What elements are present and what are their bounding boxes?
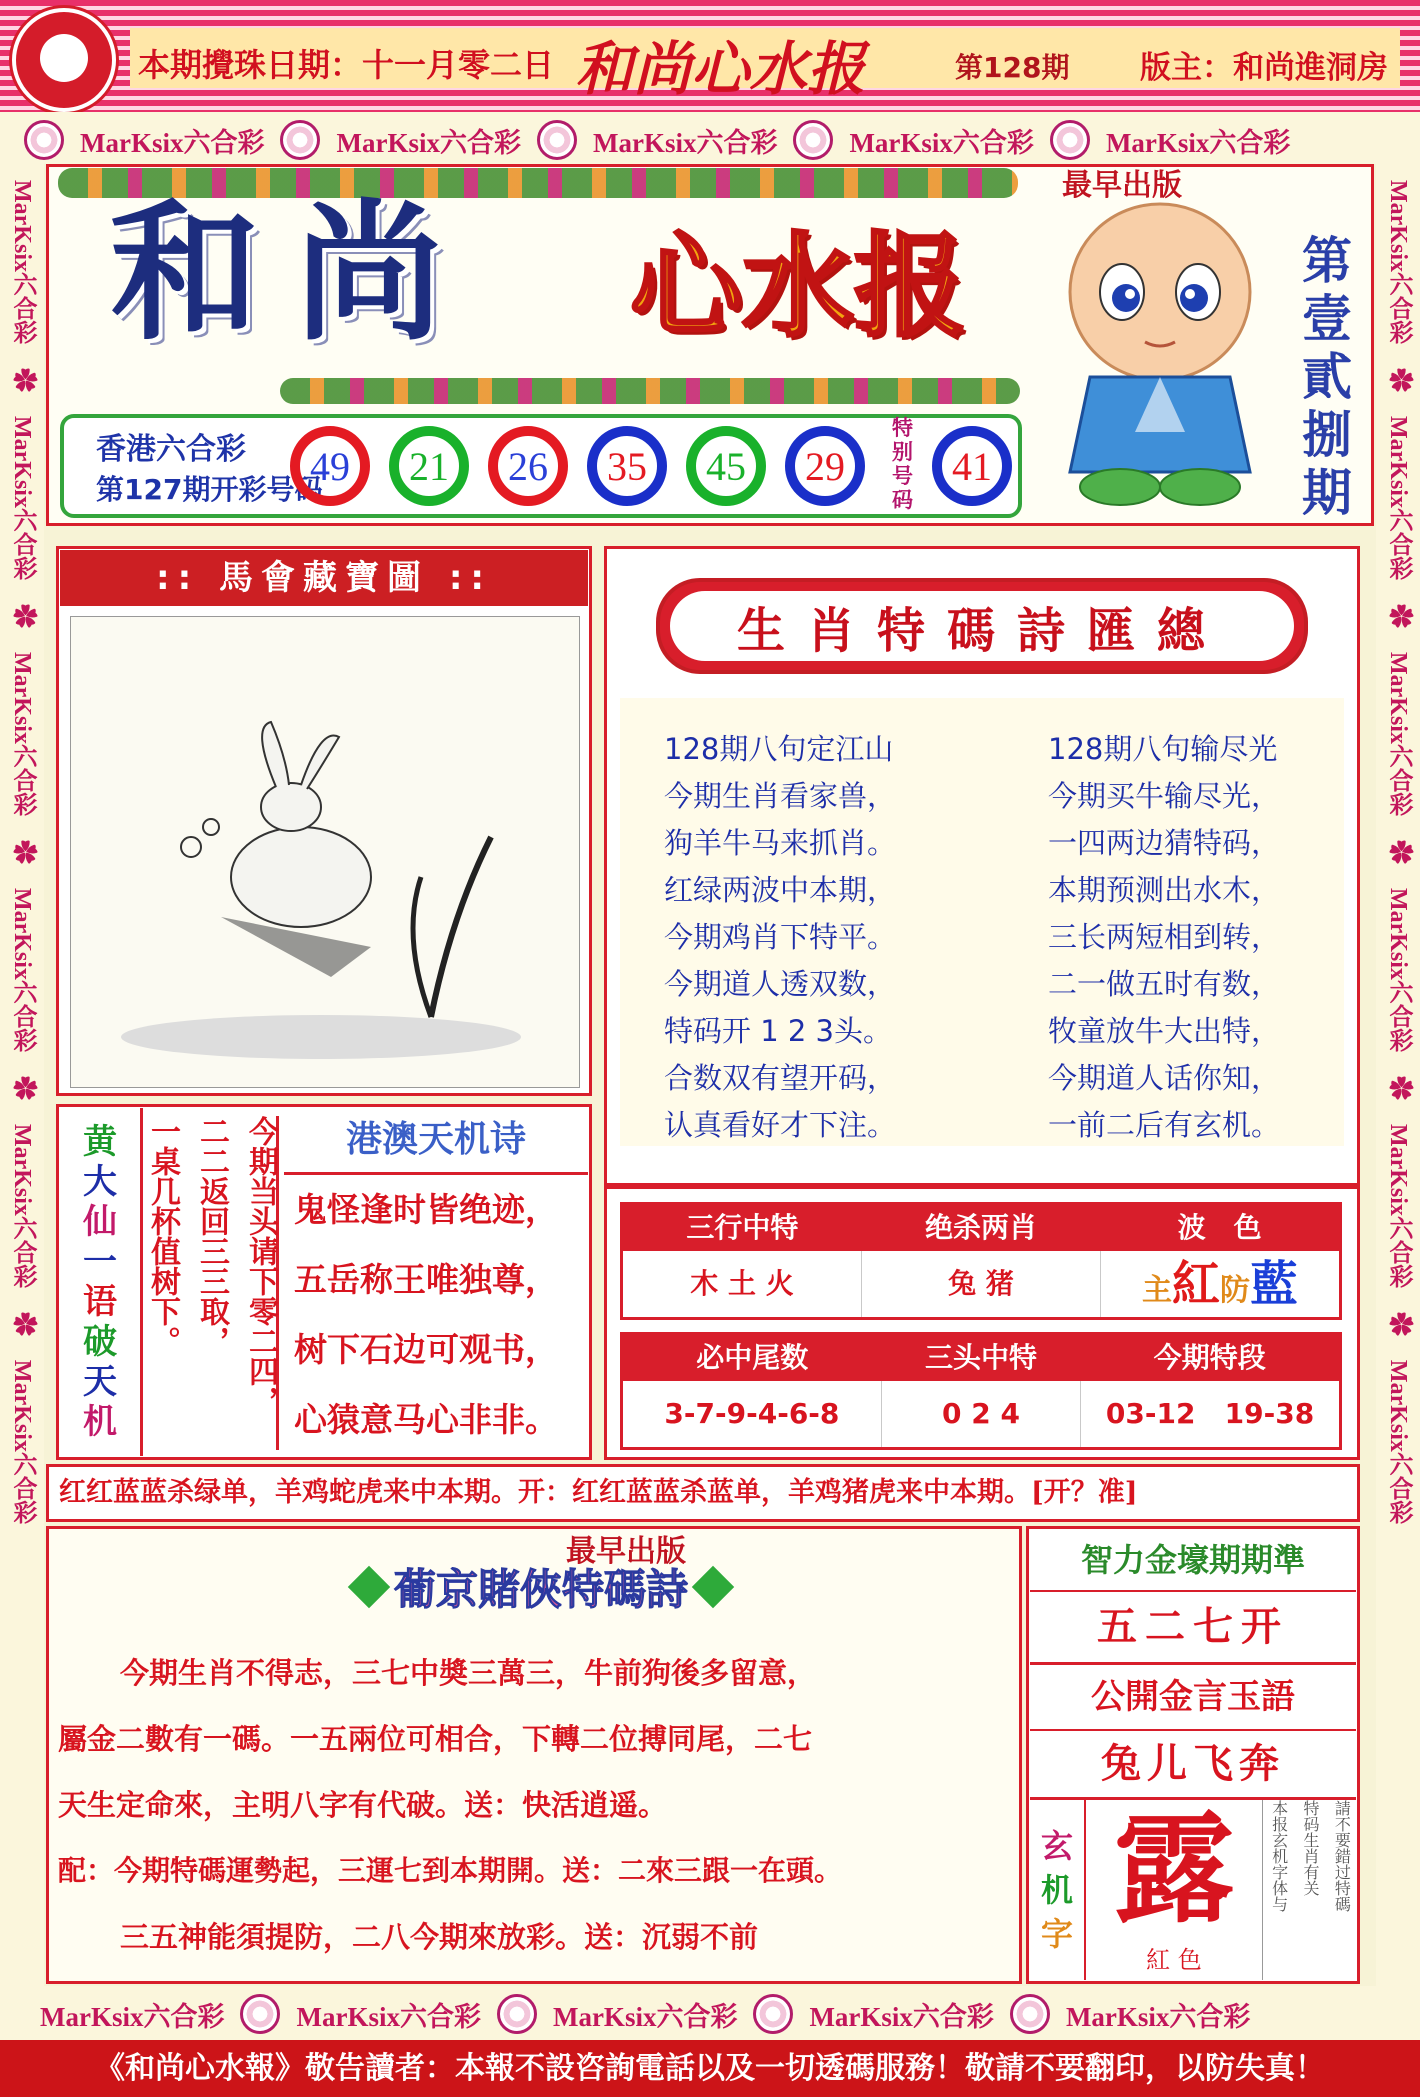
watermark-text: MarKsix六合彩 xyxy=(552,2001,738,2032)
poem-left-line: 今期道人透双数， xyxy=(664,967,897,1001)
huang-char: 一 xyxy=(83,1242,117,1282)
gangao-box xyxy=(284,1108,588,1456)
flower-icon xyxy=(24,120,64,160)
gongkai-value: 兔儿飞奔 xyxy=(1030,1731,1356,1800)
footer-notice: 《和尚心水報》敬告讀者：本報不設咨詢電話以及一切透碼服務！敬請不要翻印，以防失真！ xyxy=(95,2051,1325,2086)
flower-icon xyxy=(793,120,833,160)
table2-value: 3-7-9-4-6-8 xyxy=(623,1381,882,1447)
bottom-line: 三五神能須提防，二八今期來放彩。送：沉弱不前 xyxy=(120,1920,759,1954)
watermark-vertical: MarKsix六合彩 ✿ MarKsix六合彩 ✿ MarKsix六合彩 ✿ MarKsix六合彩 ✿ MarKsix六合彩 ✿ MarKsix六合彩 xyxy=(9,180,35,1524)
poem-left-column xyxy=(664,726,896,1149)
wave-color-value xyxy=(1101,1251,1339,1317)
flower-icon xyxy=(497,1994,537,2034)
flower-icon xyxy=(280,120,320,160)
lottery-name: 香港六合彩 xyxy=(96,432,246,467)
poem-left-line: 今期生肖看家兽， xyxy=(664,779,897,813)
treasure-title: :: 馬會藏寶圖 :: xyxy=(60,550,588,606)
number-ball: 49 xyxy=(290,426,370,506)
poem-left-line: 认真看好才下注。 xyxy=(664,1108,897,1142)
poem-right-line: 128期八句输尽光 xyxy=(1048,732,1278,766)
issue-char: 壹 xyxy=(1302,290,1352,348)
watermark-text: MarKsix六合彩 xyxy=(1065,2001,1251,2032)
huang-col-1: 今期当头请下零二四， xyxy=(243,1116,278,1416)
special-number-ball: 41 xyxy=(932,426,1012,506)
poem-right-line: 今期买牛输尽光， xyxy=(1048,779,1281,813)
bottom-line: 配：今期特碼運勢起，三運七到本期開。送：二來三跟一在頭。 xyxy=(58,1854,843,1887)
huang-char: 机 xyxy=(83,1402,117,1442)
issue-char: 貳 xyxy=(1302,348,1352,406)
number-ball: 45 xyxy=(686,426,766,506)
bottom-title: 葡京賭俠特碼詩 xyxy=(393,1565,688,1614)
huang-vertical-title xyxy=(60,1108,143,1456)
bottom-title-row xyxy=(286,1562,796,1612)
footer-bar xyxy=(0,2040,1420,2097)
table2-header: 今期特段 xyxy=(1153,1341,1266,1374)
earliest-badge: 最早出版 xyxy=(1062,168,1182,203)
xuanji-note: 請不要錯过特碼 xyxy=(1332,1800,1352,1912)
table2-header: 三头中特 xyxy=(925,1341,1038,1374)
huang-col-2: 二二返回三三取， xyxy=(194,1116,229,1356)
special-char: 特 xyxy=(892,416,913,440)
issue-char: 期 xyxy=(1302,464,1352,522)
zhili-title: 智力金壕期期準 xyxy=(1030,1530,1356,1592)
xuanji-char: 机 xyxy=(1040,1871,1073,1909)
watermark-text: MarKsix六合彩 xyxy=(336,127,521,158)
poem-right-line: 一四两边猜特码， xyxy=(1048,826,1281,860)
poem-left-line: 红绿两波中本期， xyxy=(664,873,897,907)
xuanji-box xyxy=(1090,1800,1258,1980)
watermark-vertical: MarKsix六合彩 ✿ MarKsix六合彩 ✿ MarKsix六合彩 ✿ MarKsix六合彩 ✿ MarKsix六合彩 ✿ MarKsix六合彩 xyxy=(1385,180,1411,1524)
rabbit-illustration-icon xyxy=(70,616,580,1088)
number-ball: 35 xyxy=(587,426,667,506)
number-ball: 21 xyxy=(389,426,469,506)
table2-value: 03-12 19-38 xyxy=(1105,1397,1315,1430)
gangao-line: 五岳称王唯独尊， xyxy=(294,1260,558,1299)
table2-header: 必中尾数 xyxy=(696,1341,809,1374)
huang-char: 黄 xyxy=(83,1122,117,1162)
header-title: 和尚心水报 xyxy=(575,35,866,103)
banner-text: 红红蓝蓝杀绿单，羊鸡蛇虎来中本期。开：红红蓝蓝杀蓝单，羊鸡猪虎来中本期。[开？准] xyxy=(59,1477,1138,1508)
special-char: 号 xyxy=(892,464,913,488)
poem-left-line: 合数双有望开码， xyxy=(664,1061,897,1095)
poem-right-line: 一前二后有玄机。 xyxy=(1048,1108,1281,1142)
prev-issue-label: 第127期开彩号码 xyxy=(96,473,323,506)
watermark-text: MarKsix六合彩 xyxy=(592,127,778,158)
bottom-line: 屬金二數有一碼。一五兩位可相合，下轉二位搏同尾，二七 xyxy=(58,1722,813,1756)
poem-right-line: 牧童放牛大出特， xyxy=(1048,1014,1281,1048)
watermark-text: MarKsix六合彩 xyxy=(40,2001,225,2032)
xuanji-sub: 紅 色 xyxy=(1146,1946,1202,1974)
table-2 xyxy=(620,1332,1342,1450)
number-ball: 26 xyxy=(488,426,568,506)
flower-icon xyxy=(753,1994,793,2034)
draw-date: 本期攪珠日期：十一月零二日 xyxy=(138,46,555,84)
gangao-line: 心猿意马心非非。 xyxy=(294,1400,558,1439)
table1-header: 波 色 xyxy=(1177,1211,1262,1244)
poem-right-line: 三长两短相到转， xyxy=(1048,920,1281,954)
vine-decoration-bottom xyxy=(280,378,1020,404)
table1-header: 三行中特 xyxy=(686,1211,799,1244)
poem-right-line: 二一做五时有数， xyxy=(1048,967,1281,1001)
table-1 xyxy=(620,1202,1342,1320)
watermark-text: MarKsix六合彩 xyxy=(296,2001,481,2032)
gangao-lines xyxy=(284,1175,588,1455)
gangao-line: 鬼怪逢时皆绝迹， xyxy=(294,1190,558,1229)
wave-prefix: 主 xyxy=(1141,1273,1172,1308)
poem-left-line: 128期八句定江山 xyxy=(664,732,894,766)
xuanji-label xyxy=(1030,1800,1086,1980)
number-ball: 29 xyxy=(785,426,865,506)
table2-value: 0 2 4 xyxy=(882,1381,1081,1447)
editor-name: 版主：和尚進洞房 xyxy=(1140,50,1388,86)
winning-numbers xyxy=(290,426,865,506)
huang-char: 大 xyxy=(83,1162,117,1202)
flower-icon xyxy=(240,1994,280,2034)
diamond-icon xyxy=(692,1566,734,1608)
xuanji-char: 玄 xyxy=(1040,1827,1073,1865)
poem-section-title-box xyxy=(656,578,1308,674)
gangao-title: 港澳天机诗 xyxy=(284,1108,588,1175)
flower-icon xyxy=(1010,1994,1050,2034)
watermark-text: MarKsix六合彩 xyxy=(809,2001,994,2032)
flower-icon xyxy=(1050,120,1090,160)
top-watermark-row xyxy=(24,120,1404,160)
banner xyxy=(46,1464,1360,1522)
huang-columns xyxy=(146,1116,279,1450)
huang-char: 破 xyxy=(83,1322,117,1362)
wave-main: 紅 xyxy=(1171,1256,1220,1312)
issue-number: 第128期 xyxy=(955,51,1070,84)
wave-mid: 防 xyxy=(1220,1273,1250,1308)
special-char: 别 xyxy=(892,440,913,464)
poem-right-column xyxy=(1048,726,1280,1149)
bottom-earliest: 最早出版 xyxy=(566,1534,686,1569)
flower-icon xyxy=(537,120,577,160)
issue-char: 捌 xyxy=(1302,406,1352,464)
masthead-title-right: 心水报 xyxy=(630,222,966,352)
hk-emblem-icon xyxy=(12,8,116,112)
wave-alt: 藍 xyxy=(1250,1256,1299,1312)
huang-char: 天 xyxy=(83,1362,117,1402)
right-watermark-column xyxy=(1382,180,1414,1980)
zhili-value: 五二七开 xyxy=(1030,1592,1356,1665)
xuanji-note: 特码生肖有关 xyxy=(1300,1800,1320,1896)
poem-left-line: 今期鸡肖下特平。 xyxy=(664,920,897,954)
issue-char: 第 xyxy=(1302,232,1352,290)
special-char: 码 xyxy=(892,488,913,512)
bottom-line: 今期生肖不得志，三七中奬三萬三，牛前狗後多留意， xyxy=(120,1656,817,1690)
table1-header: 绝杀两肖 xyxy=(925,1211,1038,1244)
masthead-title-left: 和尚 xyxy=(110,185,479,361)
poem-right-line: 本期预测出水木， xyxy=(1048,873,1281,907)
poem-section-title: 生肖特碼詩匯總 xyxy=(670,591,1294,661)
bottom-line: 天生定命來，主明八字有代破。送：快活逍遥。 xyxy=(58,1788,668,1822)
poem-right-line: 今期道人话你知， xyxy=(1048,1061,1281,1095)
bottom-watermark-row xyxy=(40,1994,1400,2034)
gangao-line: 树下石边可观书， xyxy=(294,1330,558,1369)
watermark-text: MarKsix六合彩 xyxy=(1105,127,1291,158)
monk-mascot-icon xyxy=(1050,192,1270,512)
poem-left-line: 特码开 1 2 3头。 xyxy=(664,1014,893,1048)
left-watermark-column xyxy=(6,180,38,1980)
huang-char: 语 xyxy=(83,1282,117,1322)
watermark-text: MarKsix六合彩 xyxy=(849,127,1034,158)
bottom-poem-lines xyxy=(58,1640,1008,1970)
xuanji-notes xyxy=(1262,1800,1357,1980)
xuanji-char: 字 xyxy=(1040,1915,1073,1953)
table1-value: 兔 猪 xyxy=(862,1251,1101,1317)
huang-char: 仙 xyxy=(83,1202,117,1242)
issue-vertical-label xyxy=(1292,232,1362,522)
huang-col-3: 一桌几杯值树下。 xyxy=(145,1116,180,1356)
table1-value: 木 土 火 xyxy=(623,1251,862,1317)
poem-left-line: 狗羊牛马来抓肖。 xyxy=(664,826,897,860)
special-number-label xyxy=(892,416,913,512)
diamond-icon xyxy=(348,1566,390,1608)
watermark-text: MarKsix六合彩 xyxy=(80,127,265,158)
xuanji-char-big: 露 xyxy=(1114,1799,1234,1940)
xuanji-note: 本报玄机字体与 xyxy=(1269,1800,1289,1912)
gongkai-title: 公開金言玉語 xyxy=(1030,1665,1356,1731)
